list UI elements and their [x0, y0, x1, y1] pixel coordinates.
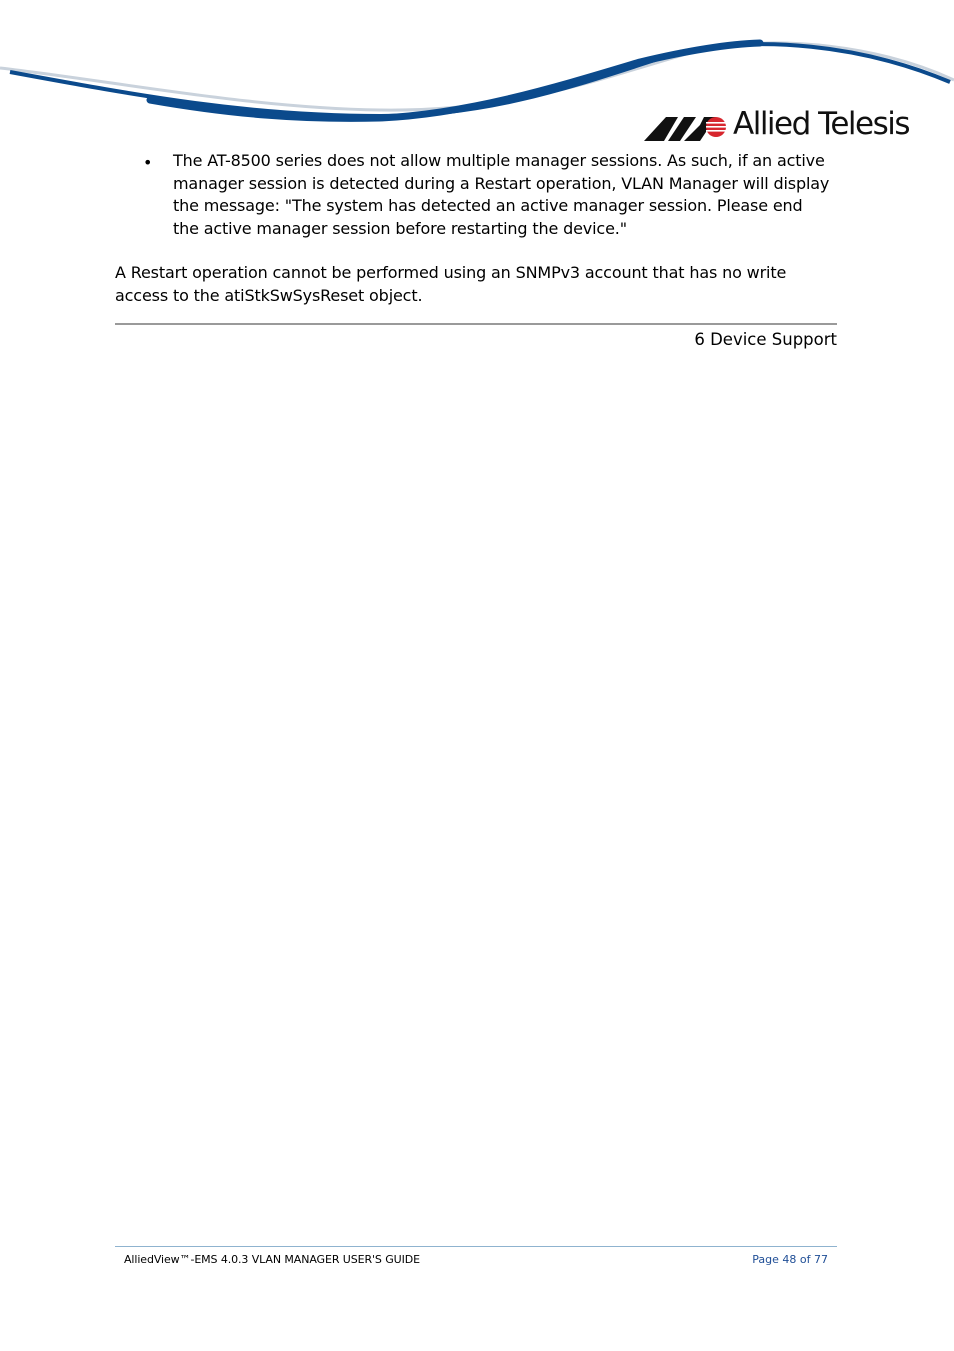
section-label: 6 Device Support [694, 330, 837, 349]
bullet-text: The AT-8500 series does not allow multiple manager sessions. As such, if an active manager session is detected during a Restart operation, VLAN Manager will display the message: "The system has detected an active manager session. Please end the active manager session before restarting the device." [173, 151, 830, 238]
allied-telesis-mark-icon [644, 113, 728, 141]
footer-divider [115, 1246, 837, 1247]
logo-wordmark: Allied Telesis [733, 106, 909, 142]
body-paragraph: A Restart operation cannot be performed using an SNMPv3 account that has no write access to the atiStkSwSysReset object. [115, 263, 787, 305]
footer-page-number: Page 48 of 77 [752, 1253, 828, 1266]
bullet-marker: • [143, 153, 153, 172]
footer-document-title: AlliedView™-EMS 4.0.3 VLAN MANAGER USER'S GUIDE [124, 1253, 420, 1266]
section-divider [115, 323, 837, 325]
allied-telesis-logo [644, 106, 909, 148]
